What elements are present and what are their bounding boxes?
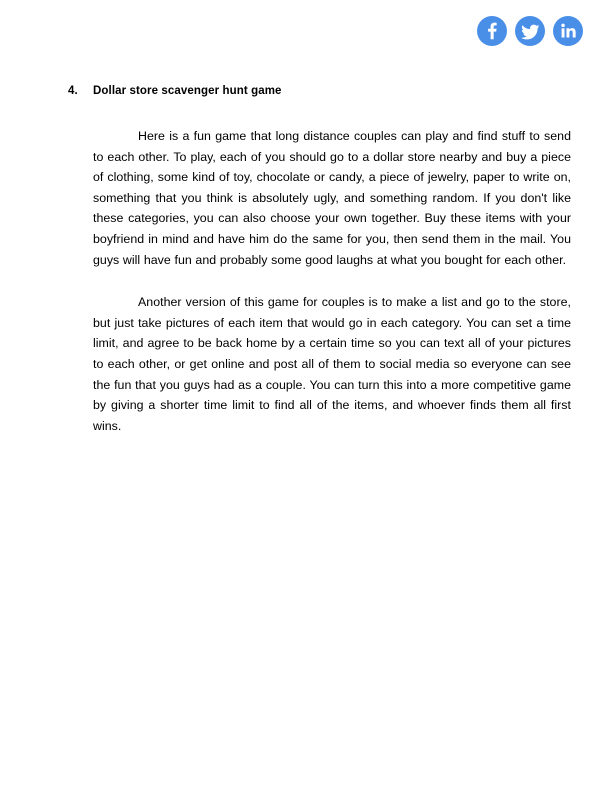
body-paragraph: Here is a fun game that long distance couples can play and find stuff to send to each other. To play, each of you should go to a dollar store nearby and buy a piece of clothing, some kind of toy, chocolate or candy, a piece of jewelry, paper to write on, something that you think is absolutely ugly, and something random. If you don't like these categories, you can also choose your own together. Buy these items with your boyfriend in mind and have him do the same for you, then send them in the mail. You guys will have fun and probably some good laughs at what you bought for each other. <box>93 129 571 267</box>
section-heading <box>68 85 573 97</box>
heading-number: 4. <box>68 85 78 97</box>
body-paragraph: Another version of this game for couples is to make a list and go to the store, but just take pictures of each item that would go in each category. You can set a time limit, and agree to be back home by a certain time so you can text all of your pictures to each other, or get online and post all of them to social media so everyone can see the fun that you guys had as a couple. You can turn this into a more competitive game by giving a shorter time limit to find all of the items, and whoever finds them all first wins. <box>93 295 571 433</box>
page-title: Dollar store scavenger hunt game <box>93 85 282 97</box>
article-body <box>93 126 571 436</box>
